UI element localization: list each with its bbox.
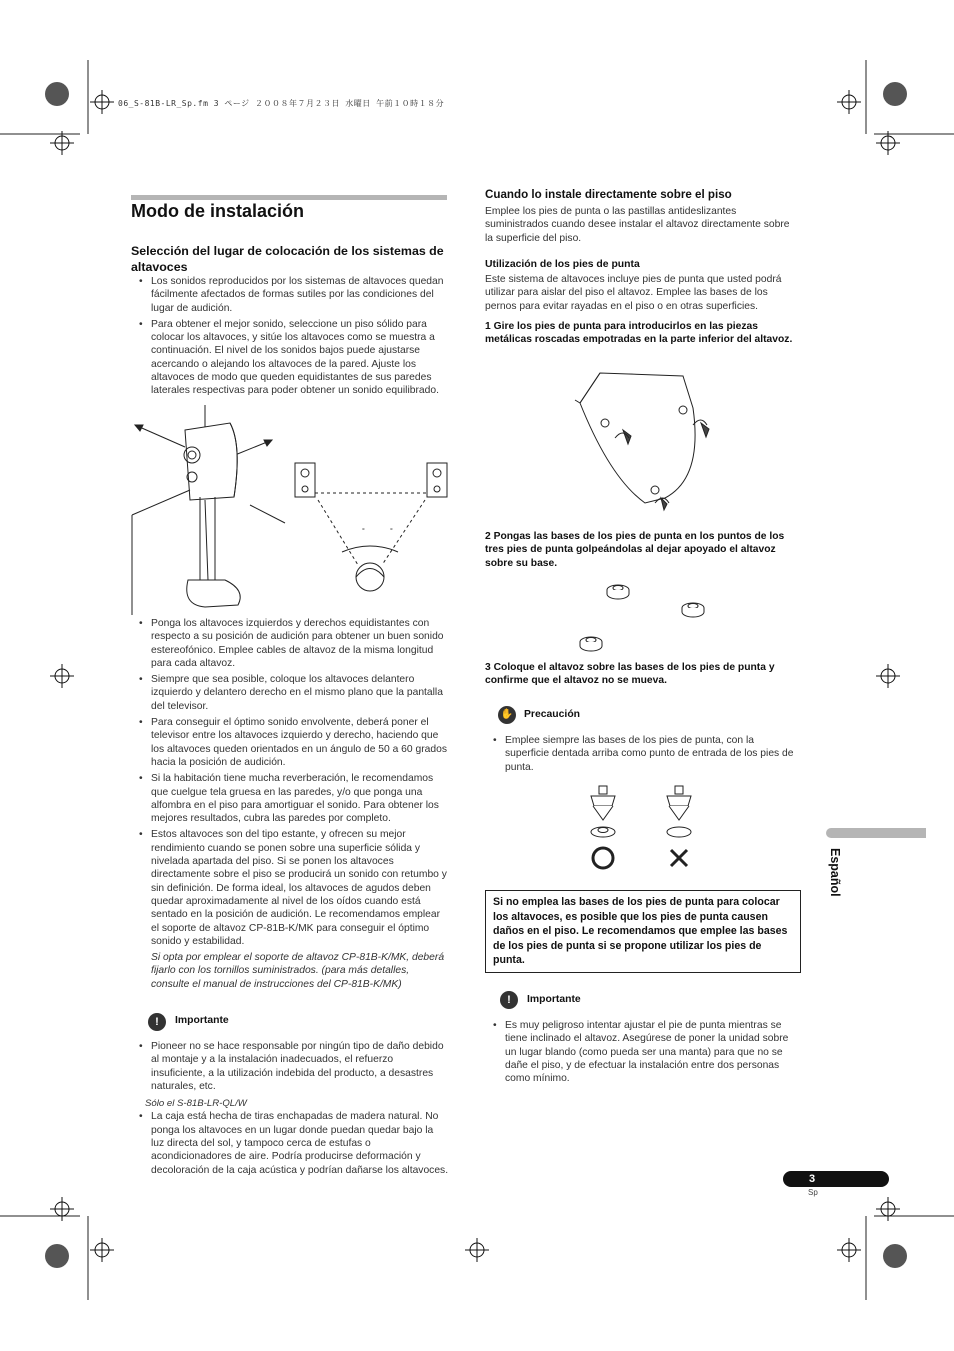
- svg-text:°: °: [390, 528, 393, 535]
- importante-right-bullets: [485, 1019, 799, 1088]
- correct-incorrect-illustration: [585, 782, 705, 872]
- important-icon: !: [500, 991, 518, 1009]
- list-item: • Pioneer no se hace responsable por ningún tipo de daño debido al montaje y a la instalación inadecuados, el refuerzo insuficiente, a la utilización indebida del producto, a desastres naturales, etc.: [131, 1040, 449, 1093]
- step-1: 1 Gire los pies de punta para introducirlos en las piezas metálicas roscadas empotradas en la parte inferior del altavoz.: [485, 321, 793, 346]
- section-subheading: Selección del lugar de colocación de los sistemas de altavoces: [131, 244, 444, 274]
- list-item: • Para conseguir el óptimo sonido envolvente, deberá poner el televisor entre los altavoces izquierdo y derecho, haciendo que los altavoces queden orientados en un ángulo de 50 a 60 grados hacia la posición de audición.: [131, 716, 449, 769]
- importante-label: Importante: [175, 1015, 229, 1026]
- spike-attach-illustration: [575, 368, 715, 508]
- list-item: • Emplee siempre las bases de los pies de punta, con la superficie dentada arriba como punto de entrada de los pies de punta.: [485, 734, 799, 774]
- section-rule: [131, 195, 447, 200]
- step-2: 2 Pongas las bases de los pies de punta en los puntos de los tres pies de punta golpeándolas al dejar apoyado el altavoz sobre su base.: [485, 531, 785, 569]
- page-number-pill: [783, 1171, 889, 1187]
- bullets-top: [131, 275, 449, 401]
- italic-note: Si opta por emplear el soporte de altavoz CP-81B-K/MK, deberá fijarlo con los tornillos suministrados. (para más detalles, consulte el manual de instrucciones del CP-81B-K/MK): [151, 952, 445, 990]
- language-tab-label: Español: [828, 848, 842, 897]
- right-heading: Cuando lo instale directamente sobre el piso: [485, 188, 732, 201]
- list-item: • Siempre que sea posible, coloque los altavoces delantero izquierdo y delantero derecho en el mismo plano que la pantalla del televisor.: [131, 673, 449, 713]
- list-item: • Para obtener el mejor sonido, seleccione un piso sólido para colocar los altavoces, y sitúe los altavoces como se muestra a continuación. El nivel de los sonidos bajos puede ajustarse acercando o alejando los altavoces de la pared. Ajuste los altavoces de modo que queden equidistantes de sus paredes laterales respectivas para poder obtener un sonido equilibrado.: [131, 318, 449, 398]
- language-tab-bar: [826, 828, 926, 838]
- speaker-placement-illustration: [130, 405, 450, 615]
- svg-text:°: °: [362, 528, 365, 535]
- page-lang-code: Sp: [808, 1188, 818, 1197]
- page-number: 3: [809, 1173, 816, 1185]
- importante-bullets: [131, 1040, 449, 1180]
- importante-label-right: Importante: [527, 994, 581, 1005]
- list-item: • Ponga los altavoces izquierdos y derechos equidistantes con respecto a su posición de audición para obtener un buen sonido estereofónico. Emplee cables de altavoz de la misma longitud para cada altavoz.: [131, 617, 449, 670]
- step-3: 3 Coloque el altavoz sobre las bases de los pies de punta y confirme que el altavoz no se mueva.: [485, 662, 775, 687]
- solo-label: Sólo el S-81B-LR-QL/W: [145, 1098, 247, 1110]
- precaucion-label: Precaución: [524, 709, 581, 720]
- precaucion-bullets: [485, 734, 799, 777]
- bullets-mid: [131, 617, 449, 991]
- list-item: • La caja está hecha de tiras enchapadas de madera natural. No ponga los altavoces en un lugar donde puedan quedar bajo la luz directa del sol, y tampoco cerca de estufas o acondicionadores de aire. Podría producirse deformación y decoloración de la caja acústica y podrían dañarse los altavoces.: [131, 1110, 449, 1176]
- important-icon: !: [148, 1013, 166, 1031]
- right-sub-intro: Este sistema de altavoces incluye pies de punta que usted podrá utilizar para aislar del piso el altavoz. Emplee las bases de los pernos para evitar rayadas en el piso o en otras superficies.: [485, 274, 782, 312]
- caution-icon: ✋: [498, 706, 516, 724]
- list-item: • Estos altavoces son del tipo estante, y ofrecen su mejor rendimiento cuando se ponen sobre una superficie sólida y nivelada apartada del piso. Si se ponen los altavoces directamente sobre el piso se producirá un sonido con retumbo y sin definición. De forma ideal, los altavoces de agudos deben quedar aproximadamente al nivel de los oídos cuando está sentado en la posición de audición. Le recomendamos emplear el soporte de altavoz CP-81B-K/MK para conseguir el óptimo sonido y estabilidad.: [131, 828, 449, 948]
- page-title: Modo de instalación: [131, 201, 305, 221]
- warning-box: Si no emplea las bases de los pies de punta para colocar los altavoces, es posible que los pies de punta causen daños en el piso. Le recomendamos que emplee las bases de los pies de punta si se propone utilizar los pies de punta.: [485, 890, 801, 973]
- list-item: • Los sonidos reproducidos por los sistemas de altavoces quedan fácilmente afectados de formas sutiles por las condiciones del lugar de audición.: [131, 275, 449, 315]
- right-subheading: Utilización de los pies de punta: [485, 259, 640, 270]
- list-item: • Si la habitación tiene mucha reverberación, le recomendamos que cuelgue tela gruesa en las paredes, y/o que ponga una alfombra en el piso para amortiguar el sonido. Para obtener los mejores resultados, cubra las paredes por completo.: [131, 772, 449, 825]
- right-intro: Emplee los pies de punta o las pastillas antideslizantes suministrados cuando desee instalar el altavoz directamente sobre la superficie del piso.: [485, 206, 790, 244]
- list-item: • Es muy peligroso intentar ajustar el pie de punta mientras se tiene inclinado el altavoz. Asegúrese de poner la unidad sobre un lugar blando (como pueda ser una manta) para que no se dañe el piso, y de efectuar la instalación entre dos personas como mínimo.: [485, 1019, 799, 1085]
- spike-bases-illustration: [575, 580, 715, 650]
- file-header-line: 06_S-81B-LR_Sp.fm 3 ページ ２００８年７月２３日 水曜日 午前１０時１８分: [118, 99, 445, 108]
